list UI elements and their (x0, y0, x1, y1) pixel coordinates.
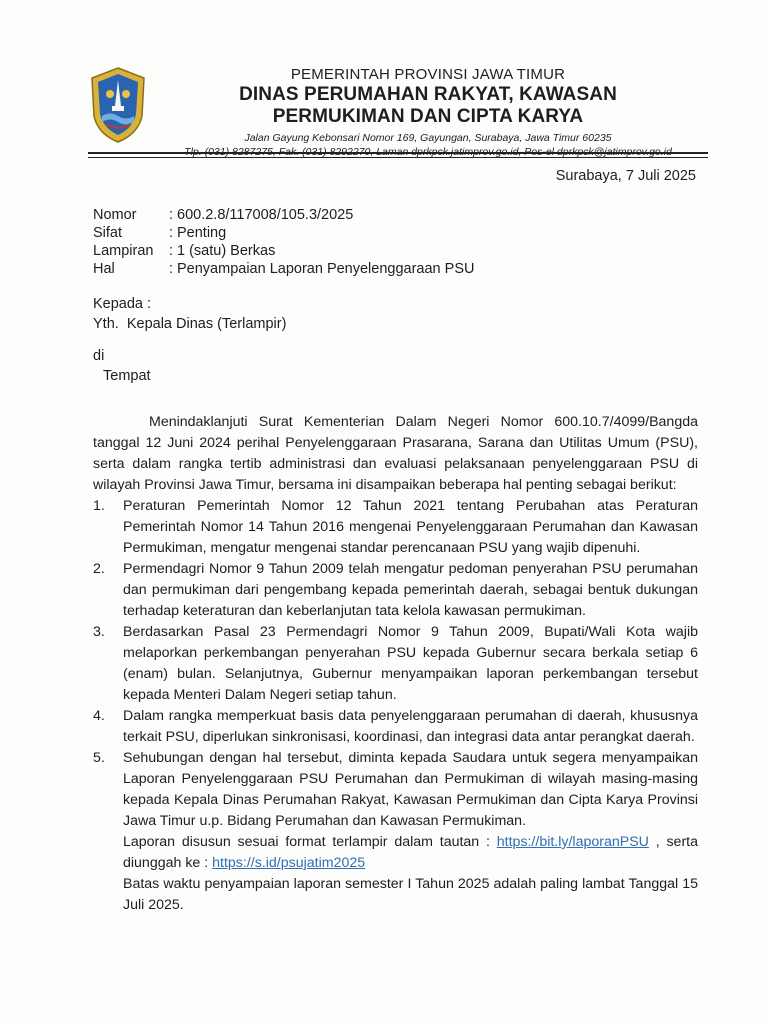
meta-separator: : (169, 243, 174, 259)
meta-label: Sifat (93, 225, 123, 241)
list-text (115, 748, 698, 916)
letterhead-divider-thick (88, 152, 708, 154)
meta-value: 1 (satu) Berkas (177, 243, 276, 259)
meta-label: Lampiran (93, 243, 154, 259)
list-text: Peraturan Pemerintah Nomor 12 Tahun 2021 tentang Perubahan atas Peraturan Pemerintah Nomor 14 Tahun 2016 mengenai Penyelenggaraan Perumahan dan Kawasan Permukiman, mengatur mengenai standar perencanaan PSU yang wajib dipenuhi. (123, 498, 698, 556)
meta-separator: : (169, 261, 174, 277)
letter-meta (93, 206, 474, 278)
meta-value: 600.2.8/117008/105.3/2025 (177, 207, 354, 223)
meta-row-sifat (93, 224, 474, 242)
recipient-block (93, 294, 286, 334)
government-name: PEMERINTAH PROVINSI JAWA TIMUR (290, 66, 566, 83)
agency-name-line1: DINAS PERUMAHAN RAKYAT, KAWASAN (239, 84, 617, 105)
list-text: Permendagri Nomor 9 Tahun 2009 telah mengatur pedoman penyerahan PSU perumahan dan permukiman dari pengembang kepada pemerintah daerah, sebagai bentuk dukungan terhadap keteraturan dan keberlanjutan tata kelola kawasan permukiman. (123, 561, 698, 619)
list-number: 3. (93, 624, 105, 640)
meta-label: Nomor (93, 207, 137, 223)
letterhead (148, 66, 708, 159)
recipient-di: di (93, 348, 105, 364)
meta-value: Penyampaian Laporan Penyelenggaraan PSU (177, 261, 475, 277)
recipient-name: Yth. Kepala Dinas (Terlampir) (93, 316, 287, 332)
list-item (93, 496, 698, 559)
list-number: 4. (93, 708, 105, 724)
meta-value: Penting (177, 225, 227, 241)
upload-link[interactable]: https://s.id/psujatim2025 (212, 855, 366, 871)
format-sentence (123, 832, 698, 874)
list-number: 1. (93, 498, 105, 514)
points-list (93, 496, 699, 916)
agency-name-line2: PERMUKIMAN DAN CIPTA KARYA (272, 106, 584, 127)
list-text: Dalam rangka memperkuat basis data penyelenggaraan perumahan di daerah, khususnya terkait PSU, diperlukan sinkronisasi, koordinasi, dan integrasi data antar perangkat daerah. (123, 708, 698, 745)
format-suffix: , serta diunggah ke : (123, 834, 699, 871)
point5-text: Sehubungan dengan hal tersebut, diminta kepada Saudara untuk segera menyampaikan Laporan Penyelenggaraan PSU Perumahan dan Permukiman di wilayah masing-masing kepada Kepala Dinas Perumahan Rakyat, Kawasan Permukiman dan Cipta Karya Provinsi Jawa Timur u.p. Bidang Perumahan dan Kawasan Permukiman. (123, 750, 698, 829)
letterhead-divider-thin (88, 157, 708, 158)
meta-row-nomor (93, 206, 474, 224)
list-item (93, 748, 699, 916)
format-link[interactable]: https://bit.ly/laporanPSU (496, 834, 649, 850)
list-number: 2. (93, 561, 105, 577)
letter-body (93, 412, 698, 916)
list-item (93, 559, 698, 622)
meta-separator: : (169, 225, 174, 241)
meta-separator: : (169, 207, 174, 223)
list-item (93, 622, 698, 706)
letter-date: Surabaya, 7 Juli 2025 (555, 168, 696, 184)
format-prefix: Laporan disusun sesuai format terlampir dalam tautan : (123, 834, 497, 850)
province-emblem-icon (88, 66, 148, 144)
meta-row-lampiran (93, 242, 474, 260)
agency-address: Jalan Gayung Kebonsari Nomor 169, Gayungan, Surabaya, Jawa Timur 60235 (244, 132, 612, 144)
list-text: Berdasarkan Pasal 23 Permendagri Nomor 9 Tahun 2009, Bupati/Wali Kota wajib melaporkan perkembangan penyerahan PSU kepada Gubernur secara berkala setiap 6 (enam) bulan. Selanjutnya, Gubernur menyampaikan laporan perkembangan tersebut kepada Menteri Dalam Negeri setiap tahun. (123, 624, 698, 703)
agency-contact: Tlp. (031) 8287275, Fak. (031) 8292270, Laman dprkpck.jatimprov.go.id, Pos-el dprkpck@jatimprov.go.id (184, 146, 672, 158)
list-item (93, 706, 698, 748)
list-number: 5. (93, 750, 105, 766)
meta-row-hal (93, 260, 474, 278)
meta-label: Hal (93, 261, 115, 277)
deadline-text: Batas waktu penyampaian laporan semester I Tahun 2025 adalah paling lambat Tanggal 15 Juli 2025. (123, 876, 698, 913)
recipient-place: Tempat (103, 368, 151, 384)
recipient-kepada: Kepada : (93, 296, 152, 312)
intro-paragraph: Menindaklanjuti Surat Kementerian Dalam Negeri Nomor 600.10.7/4099/Bangda tanggal 12 Juni 2024 perihal Penyelenggaraan Prasarana, Sarana dan Utilitas Umum (PSU), serta dalam rangka tertib administrasi dan evaluasi pelaksanaan penyelenggaraan PSU di wilayah Provinsi Jawa Timur, bersama ini disampaikan beberapa hal penting sebagai berikut: (93, 414, 698, 493)
